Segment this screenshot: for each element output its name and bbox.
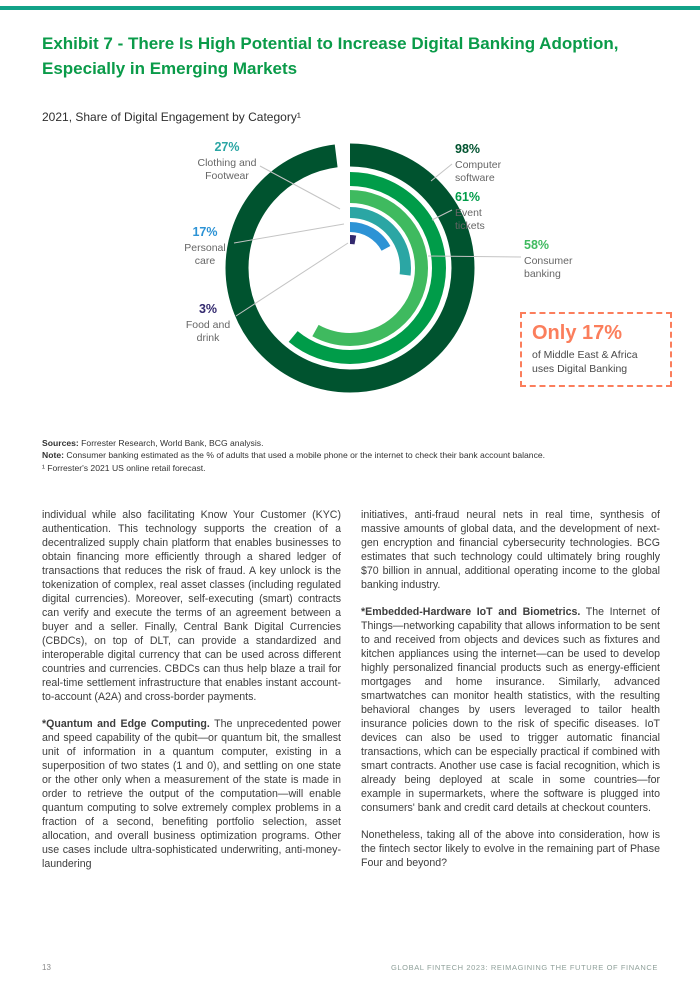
note-text: Consumer banking estimated as the % of adults that used a mobile phone or the internet to check their bank account balance. [63, 450, 546, 461]
category-name: Clothing and Footwear [197, 156, 257, 182]
page-number: 13 [42, 963, 51, 972]
note-line [42, 449, 667, 461]
donut-chart-area [0, 120, 700, 410]
paragraph [361, 605, 660, 815]
pct-value: 17% [192, 225, 218, 239]
ring-food-and-drink [322, 240, 379, 297]
footnote-line: ¹ Forrester's 2021 US online retail forecast. [42, 462, 206, 473]
chart-notes [42, 437, 667, 474]
callout-headline: Only 17% [532, 322, 623, 344]
label-computer-software [455, 142, 525, 185]
paragraph: individual while also facilitating Know Your Customer (KYC) authentication. This technology supports the creation of a decentralized supply chain platform that enables businesses to obtain financing more efficiently through a shared ledger of transactions that reduces the risk of fraud. A key unlock is the tokenization of complex, real asset classes (including regulated digital currencies). Moreover, self-executing (smart) contracts can verify and execute the terms of an agreement between a buyer and a seller. Finally, Central Bank Digital Currencies (CBDCs), on top of DLT, can provide a standardized and interoperable digital currency that can be used across different countries and currencies. CBDCs can thus help blaze a trail for real-time settlement infrastructure that enables instant account-to-account (A2A) and cross-border payments. [42, 509, 341, 703]
paragraph-text: The Internet of Things—networking capability that allows information to be sent to and received from objects and devices such as fixtures and kitchen appliances using the internet—can be used to develop highly personalized financial products such as energy-efficient mortgages and home insurance. Similarly, advanced smartwatches can monitor health statistics, with the resulting behavioral changes by users leveraged to tailor health insurance policies down to the risk of specific diseases. IoT devices can also be used to trigger automatic financial transactions, which can be especially practical if combined with smart contracts. Another use case is facial recognition, which is already being deployed at scale in some countries—for example in supermarkets, where the software is plugged into consumers' bank and credit card details at checkout counters. [361, 606, 660, 814]
article-text [42, 508, 660, 884]
sources-text: Forrester Research, World Bank, BCG analysis. [78, 438, 264, 448]
pct-value: 58% [524, 238, 550, 252]
category-name: Food and drink [185, 318, 231, 344]
paragraph-lead: *Quantum and Edge Computing. [42, 718, 210, 730]
category-name: Computer software [455, 158, 502, 184]
label-clothing-and-footwear [182, 140, 272, 183]
category-name: Consumer banking [524, 254, 573, 280]
sources-label: Sources: [42, 438, 79, 448]
text-column-right [361, 508, 660, 884]
accent-top-bar [0, 6, 700, 10]
callout-body: of Middle East & Africa uses Digital Banking [532, 349, 638, 375]
note-label: Note: [42, 450, 64, 461]
callout-box [520, 312, 672, 387]
paragraph: initiatives, anti-fraud neural nets in real time, synthesis of massive amounts of global data, and the development of next-gen encryption and financial cybersecurity technologies. BCG estimates that such technology could ultimately bring roughly $70 billion in annual, additional operating income to the global banking industry. [361, 509, 660, 591]
paragraph: Nonetheless, taking all of the above into consideration, how is the fintech sector likely to evolve in the remaining part of Phase Four and beyond? [361, 829, 660, 869]
pct-value: 3% [198, 302, 218, 316]
chart-subtitle: 2021, Share of Digital Engagement by Category¹ [42, 110, 301, 124]
text-column-left [42, 508, 341, 884]
pct-value: 61% [455, 190, 481, 204]
label-food-and-drink [178, 302, 238, 345]
paragraph [42, 717, 341, 871]
ring-computer-software [237, 155, 463, 381]
label-consumer-banking [524, 238, 594, 281]
paragraph-lead: *Embedded-Hardware IoT and Biometrics. [361, 606, 581, 618]
category-name: Personal care [184, 241, 226, 267]
leader-line [236, 243, 348, 316]
page-footer [42, 963, 658, 972]
paragraph-text: The unprecedented power and speed capability of the qubit—or quantum bit, the smallest unit of information in a quantum computer, existing in a superposition of two states (1 and 0), and settling on one state or the other only when a measurement of the state is made in order to retrieve the output of the computation—will enable quantum computing to solve extremely complex problems in a fraction of a second, benefiting portfolio selection, asset allocation, and overall business optimization programs. Other use cases include ultra-sophisticated underwriting, anti-money-laundering [42, 718, 341, 870]
label-personal-care [175, 225, 235, 268]
sources-line [42, 437, 667, 449]
category-name: Event tickets [455, 206, 485, 232]
pct-value: 27% [214, 140, 240, 154]
page-title: Exhibit 7 - There Is High Potential to Increase Digital Banking Adoption, Especially in Emerging Markets [42, 34, 619, 78]
report-title: GLOBAL FINTECH 2023: REIMAGINING THE FUTURE OF FINANCE [390, 963, 658, 972]
pct-value: 98% [455, 142, 481, 156]
leader-line [431, 164, 452, 181]
label-event-tickets [455, 190, 505, 233]
ring-event-tickets [261, 179, 439, 357]
